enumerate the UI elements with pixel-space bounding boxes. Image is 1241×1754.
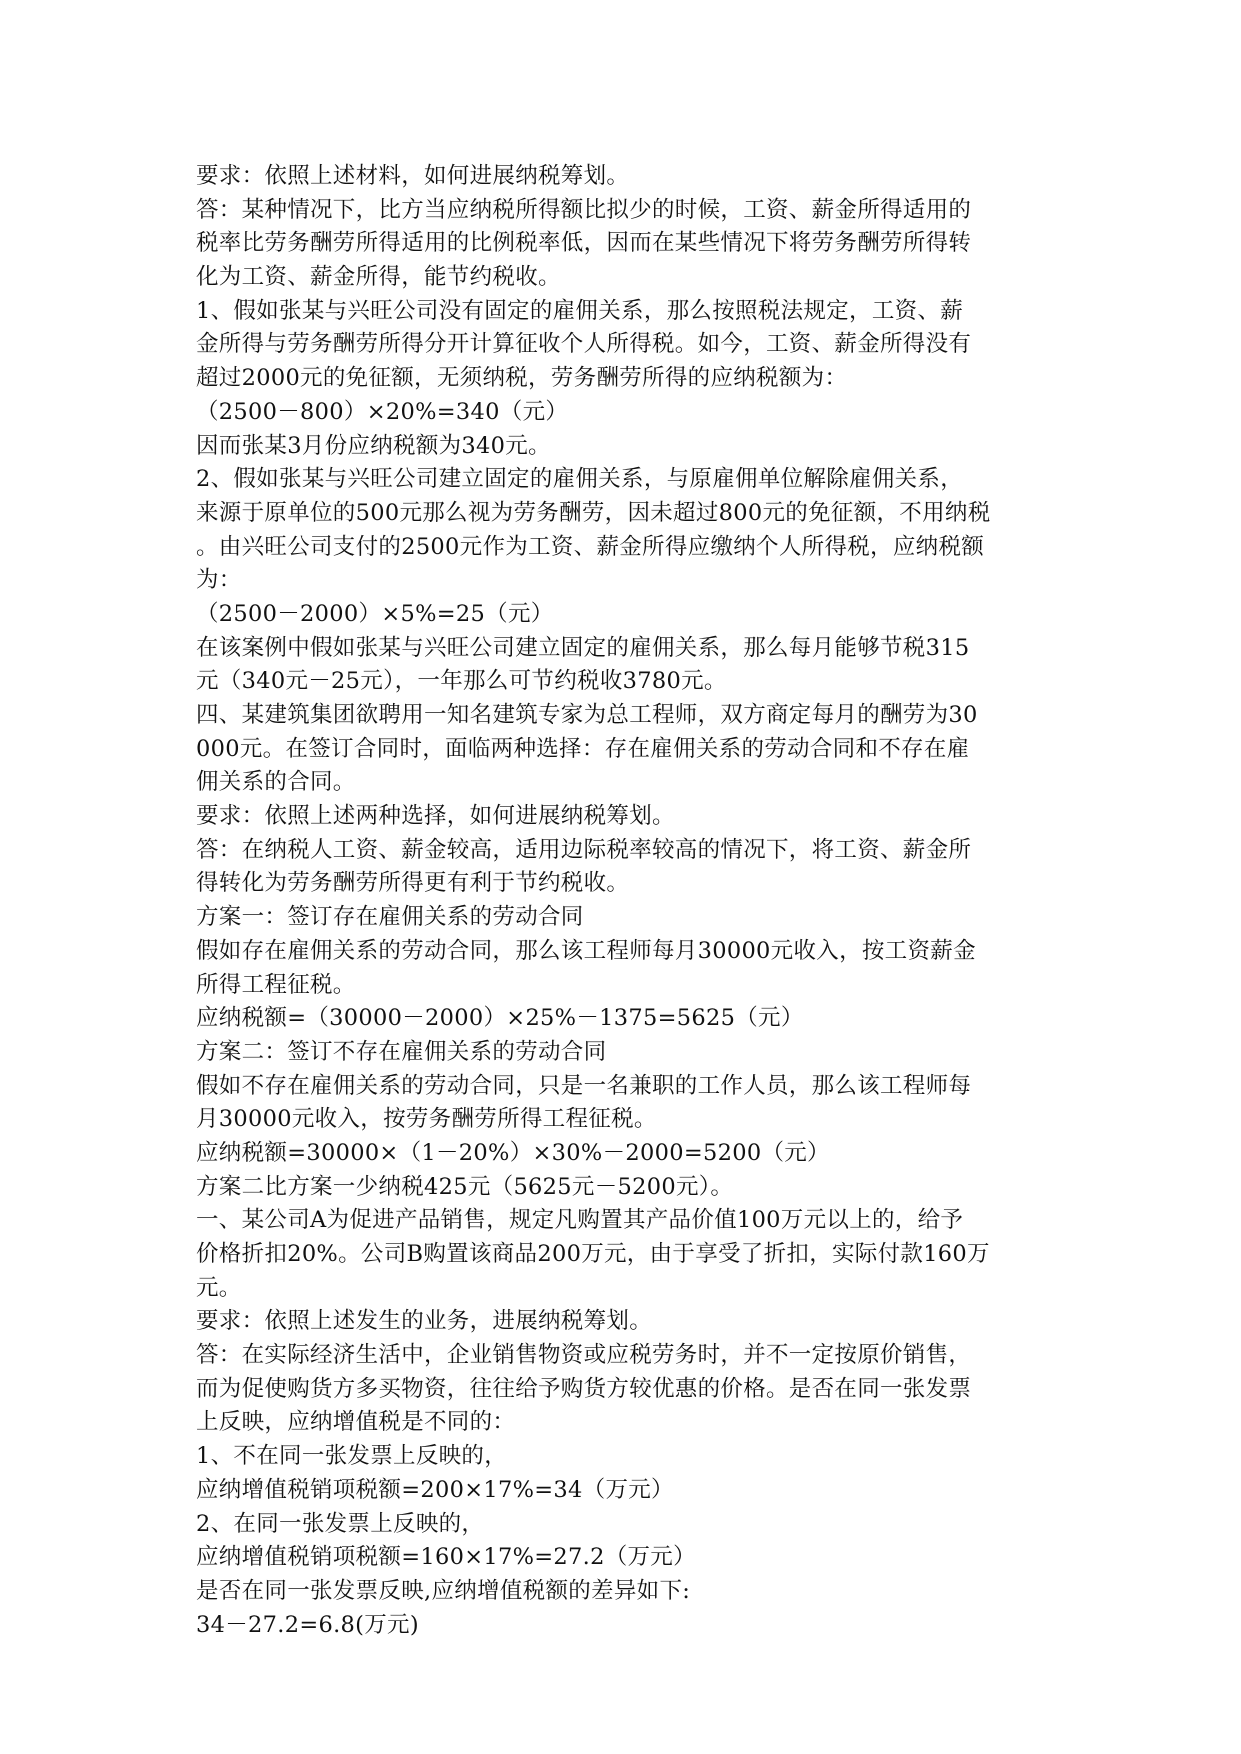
text-line: 要求：依照上述材料，如何进展纳税筹划。 [196, 163, 630, 189]
text-line: 方案二：签订不存在雇佣关系的劳动合同 [196, 1038, 607, 1065]
text-line: 应纳增值税销项税额=160×17%=27.2（万元） [196, 1544, 696, 1571]
text-line: 1、不在同一张发票上反映的， [196, 1443, 508, 1470]
text-line: （2500－800）×20%=340（元） [196, 398, 569, 425]
text-line: 是否在同一张发票反映,应纳增值税额的差异如下: [196, 1577, 691, 1604]
text-line: 佣关系的合同。 [196, 769, 356, 796]
text-line: 答：在纳税人工资、薪金较高，适用边际税率较高的情况下，将工资、薪金所 [196, 836, 972, 863]
text-line: 而为促使购货方多买物资，往往给予购货方较优惠的价格。是否在同一张发票 [196, 1375, 972, 1402]
text-line: 。由兴旺公司支付的2500元作为工资、薪金所得应缴纳个人所得税，应纳税额 [196, 533, 985, 560]
text-line: 方案二比方案一少纳税425元（5625元－5200元）。 [196, 1173, 734, 1200]
text-line: 化为工资、薪金所得，能节约税收。 [196, 264, 561, 291]
document-body-text [196, 160, 1056, 1642]
text-line: 金所得与劳务酬劳所得分开计算征收个人所得税。如今，工资、薪金所得没有 [196, 331, 972, 358]
text-line: 来源于原单位的500元那么视为劳务酬劳，因未超过800元的免征额，不用纳税 [196, 499, 991, 526]
text-line: 得转化为劳务酬劳所得更有利于节约税收。 [196, 870, 630, 897]
text-line: 超过2000元的免征额，无须纳税，劳务酬劳所得的应纳税额为： [196, 365, 848, 392]
text-line: 假如不存在雇佣关系的劳动合同，只是一名兼职的工作人员，那么该工程师每 [196, 1072, 972, 1099]
text-line: 税率比劳务酬劳所得适用的比例税率低，因而在某些情况下将劳务酬劳所得转 [196, 230, 972, 257]
text-line: 应纳税额=30000×（1－20%）×30%－2000=5200（元） [196, 1139, 830, 1166]
text-line: 34－27.2=6.8(万元) [196, 1611, 419, 1638]
text-line: 上反映，应纳增值税是不同的： [196, 1409, 516, 1436]
text-line: 2、假如张某与兴旺公司建立固定的雇佣关系，与原雇佣单位解除雇佣关系， [196, 466, 964, 493]
text-line: 要求：依照上述两种选择，如何进展纳税筹划。 [196, 803, 675, 830]
text-line: 价格折扣20%。公司B购置该商品200万元，由于享受了折扣，实际付款160万 [196, 1241, 990, 1267]
text-line: 为： [196, 567, 242, 594]
text-line: 月30000元收入，按劳务酬劳所得工程征税。 [196, 1106, 657, 1133]
text-line: 2、在同一张发票上反映的， [196, 1510, 485, 1537]
text-line: 四、某建筑集团欲聘用一知名建筑专家为总工程师，双方商定每月的酬劳为30 [196, 702, 978, 728]
text-line: 应纳税额=（30000－2000）×25%－1375=5625（元） [196, 1005, 804, 1032]
text-line: 000元。在签订合同时，面临两种选择：存在雇佣关系的劳动合同和不存在雇 [196, 735, 970, 762]
text-line: 方案一：签订存在雇佣关系的劳动合同 [196, 904, 584, 931]
text-line: 应纳增值税销项税额=200×17%=34（万元） [196, 1476, 674, 1503]
text-line: 元（340元－25元），一年那么可节约税收3780元。 [196, 668, 727, 695]
text-line: 假如存在雇佣关系的劳动合同，那么该工程师每月30000元收入，按工资薪金 [196, 937, 976, 964]
text-line: （2500－2000）×5%=25（元） [196, 600, 554, 627]
text-line: 一、某公司A为促进产品销售，规定凡购置其产品价值100万元以上的，给予 [196, 1207, 964, 1234]
text-line: 答：某种情况下，比方当应纳税所得额比拟少的时候，工资、薪金所得适用的 [196, 196, 972, 223]
text-line: 元。 [196, 1274, 242, 1301]
text-line: 1、假如张某与兴旺公司没有固定的雇佣关系，那么按照税法规定，工资、薪 [196, 297, 964, 324]
text-line: 因而张某3月份应纳税额为340元。 [196, 432, 551, 459]
text-line: 答：在实际经济生活中，企业销售物资或应税劳务时，并不一定按原价销售， [196, 1342, 972, 1369]
text-line: 在该案例中假如张某与兴旺公司建立固定的雇佣关系，那么每月能够节税315 [196, 634, 970, 661]
text-line: 所得工程征税。 [196, 971, 356, 998]
text-line: 要求：依照上述发生的业务，进展纳税筹划。 [196, 1308, 653, 1335]
